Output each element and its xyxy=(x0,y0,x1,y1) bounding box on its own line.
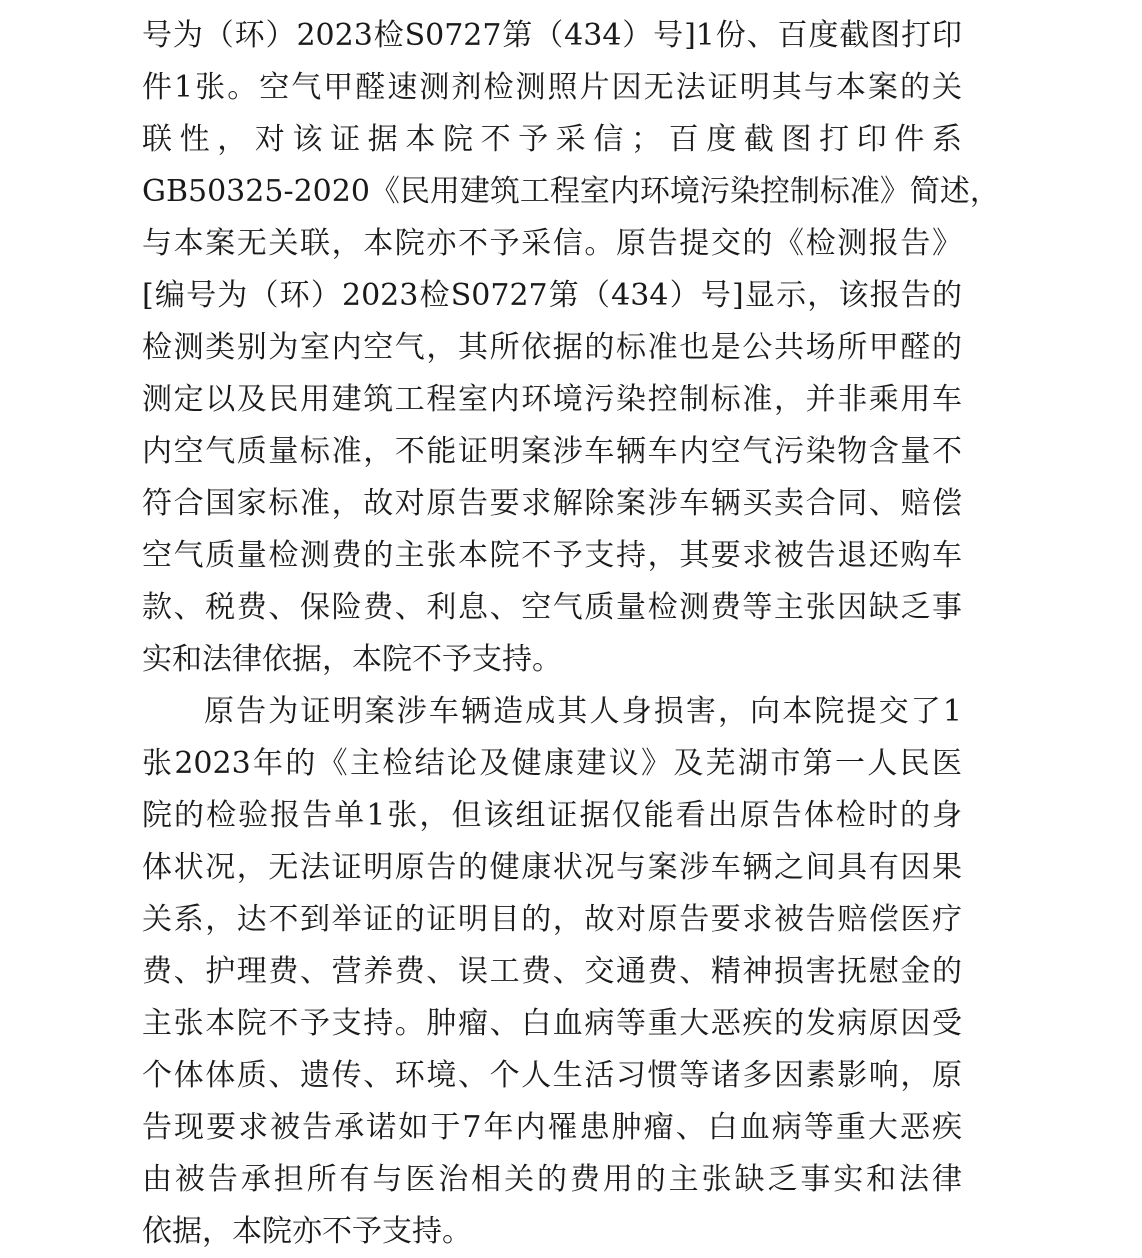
text-line: 依据，本院亦不予支持。 xyxy=(142,1214,472,1249)
text-line: 费、护理费、营养费、误工费、交通费、精神损害抚慰金的 xyxy=(142,954,962,989)
text-line: 检测类别为室内空气，其所依据的标准也是公共场所甲醛的 xyxy=(142,330,962,365)
text-line: GB50325-2020《民用建筑工程室内环境污染控制标准》简述， xyxy=(142,174,1000,209)
text-line: 件1张。空气甲醛速测剂检测照片因无法证明其与本案的关 xyxy=(142,70,962,105)
text-line: 号为（环）2023检S0727第（434）号]1份、百度截图打印 xyxy=(142,18,962,53)
text-line: 由被告承担所有与医治相关的费用的主张缺乏事实和法律 xyxy=(142,1162,962,1197)
text-line: 空气质量检测费的主张本院不予支持，其要求被告退还购车 xyxy=(142,538,962,573)
text-line: 体状况，无法证明原告的健康状况与案涉车辆之间具有因果 xyxy=(142,850,962,885)
text-line: 张2023年的《主检结论及健康建议》及芜湖市第一人民医 xyxy=(142,746,962,781)
text-line: 关系，达不到举证的证明目的，故对原告要求被告赔偿医疗 xyxy=(142,902,962,937)
text-line: 实和法律依据，本院不予支持。 xyxy=(142,642,562,677)
paragraph-first-line: 原告为证明案涉车辆造成其人身损害，向本院提交了1 xyxy=(204,694,962,729)
text-line: [编号为（环）2023检S0727第（434）号]显示，该报告的 xyxy=(142,278,962,313)
text-line: 与本案无关联，本院亦不予采信。原告提交的《检测报告》 xyxy=(142,226,962,261)
text-line: 符合国家标准，故对原告要求解除案涉车辆买卖合同、赔偿 xyxy=(142,486,962,521)
text-line: 告现要求被告承诺如于7年内罹患肿瘤、白血病等重大恶疾 xyxy=(142,1110,962,1145)
text-line: 款、税费、保险费、利息、空气质量检测费等主张因缺乏事 xyxy=(142,590,962,625)
text-line: 主张本院不予支持。肿瘤、白血病等重大恶疾的发病原因受 xyxy=(142,1006,962,1041)
text-line: 内空气质量标准，不能证明案涉车辆车内空气污染物含量不 xyxy=(142,434,962,469)
text-line: 测定以及民用建筑工程室内环境污染控制标准，并非乘用车 xyxy=(142,382,962,417)
text-line: 联性，对该证据本院不予采信；百度截图打印件系 xyxy=(142,122,962,157)
text-line: 院的检验报告单1张，但该组证据仅能看出原告体检时的身 xyxy=(142,798,962,833)
text-line: 个体体质、遗传、环境、个人生活习惯等诸多因素影响，原 xyxy=(142,1058,962,1093)
